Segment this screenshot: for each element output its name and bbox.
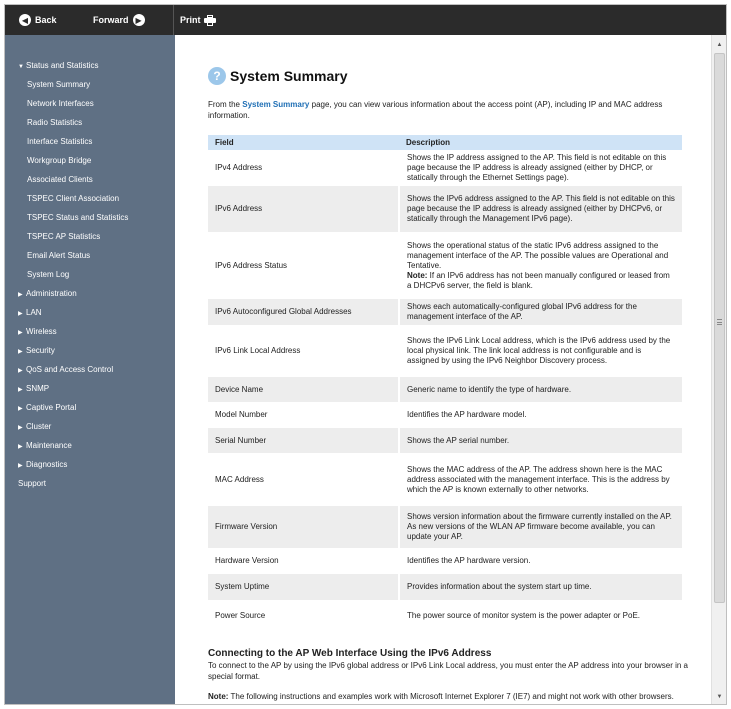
description-cell: Shows the IPv6 address assigned to the AP. This field is not editable on this page because the IP address is already assigned (either by DHCPv6, or statically through the Management IPv6 page). <box>399 186 682 232</box>
column-header-description: Description <box>399 135 682 150</box>
table-row <box>208 428 682 453</box>
field-cell: Model Number <box>208 402 399 428</box>
page-header <box>208 67 348 85</box>
table-row <box>208 548 682 574</box>
description-cell: The power source of monitor system is the power adapter or PoE. <box>399 600 682 631</box>
system-summary-link[interactable]: System Summary <box>242 100 310 109</box>
description-cell: Shows the MAC address of the AP. The address shown here is the MAC address associated with the management interface. This is the address by which the AP is known externally to other networks. <box>399 453 682 506</box>
sidebar-section-administration[interactable]: ▶ Administration <box>5 284 175 303</box>
scroll-up-arrow-icon[interactable]: ▲ <box>716 41 723 48</box>
field-cell: System Uptime <box>208 574 399 600</box>
toolbar-divider <box>173 5 174 35</box>
caret-right-icon: ▶ <box>18 311 23 317</box>
back-arrow-icon: ◀ <box>19 14 31 26</box>
note-label: Note: <box>407 270 428 280</box>
print-label: Print <box>180 15 201 25</box>
table-row <box>208 299 682 325</box>
field-cell: IPv4 Address <box>208 150 399 186</box>
table-row <box>208 600 682 631</box>
field-cell: IPv6 Autoconfigured Global Addresses <box>208 299 399 325</box>
forward-arrow-icon: ▶ <box>133 14 145 26</box>
sidebar-item-tspec-client-association[interactable]: TSPEC Client Association <box>27 194 120 203</box>
caret-right-icon: ▶ <box>18 406 23 412</box>
sidebar-item-associated-clients[interactable]: Associated Clients <box>27 175 93 184</box>
back-label: Back <box>35 15 57 25</box>
main-content <box>175 35 713 705</box>
caret-right-icon: ▶ <box>18 463 23 469</box>
description-cell: Shows each automatically-configured global IPv6 address for the management interface of the AP. <box>399 299 682 325</box>
vertical-scrollbar[interactable] <box>711 35 726 705</box>
sidebar-item-tspec-status-and-statistics[interactable]: TSPEC Status and Statistics <box>27 213 129 222</box>
note-label: Note: <box>208 692 229 701</box>
sidebar-item-system-summary[interactable]: System Summary <box>27 80 91 89</box>
forward-label: Forward <box>93 15 129 25</box>
back-button[interactable] <box>15 5 57 35</box>
caret-right-icon: ▶ <box>18 444 23 450</box>
sidebar-section-security[interactable]: ▶ Security <box>5 341 175 360</box>
sidebar-section-captive-portal[interactable]: ▶ Captive Portal <box>5 398 175 417</box>
table-row <box>208 325 682 377</box>
description-cell: Shows the IP address assigned to the AP. This field is not editable on this page because the IP address is already assigned (either by DHCP, or statically through the Ethernet Settings page). <box>399 150 682 186</box>
sidebar-section-lan[interactable]: ▶ LAN <box>5 303 175 322</box>
sidebar-item-tspec-ap-statistics[interactable]: TSPEC AP Statistics <box>27 232 101 241</box>
description-cell: Shows the AP serial number. <box>399 428 682 453</box>
description-cell: Generic name to identify the type of hardware. <box>399 377 682 402</box>
table-row <box>208 402 682 428</box>
fields-table <box>208 135 682 631</box>
table-row <box>208 150 682 186</box>
description-cell: Provides information about the system start up time. <box>399 574 682 600</box>
scrollbar-thumb[interactable] <box>714 53 725 603</box>
print-button[interactable] <box>180 5 216 35</box>
field-cell: Hardware Version <box>208 548 399 574</box>
caret-down-icon: ▼ <box>18 64 24 70</box>
field-cell: IPv6 Address Status <box>208 232 399 299</box>
sidebar-item-email-alert-status[interactable]: Email Alert Status <box>27 251 91 260</box>
table-row <box>208 232 682 299</box>
help-question-icon: ? <box>208 67 226 85</box>
sidebar-section-maintenance[interactable]: ▶ Maintenance <box>5 436 175 455</box>
sidebar-item-interface-statistics[interactable]: Interface Statistics <box>27 137 93 146</box>
sidebar-section-snmp[interactable]: ▶ SNMP <box>5 379 175 398</box>
caret-right-icon: ▶ <box>18 368 23 374</box>
sidebar-item-radio-statistics[interactable]: Radio Statistics <box>27 118 83 127</box>
field-cell: Power Source <box>208 600 399 631</box>
sidebar-section-cluster[interactable]: ▶ Cluster <box>5 417 175 436</box>
toolbar <box>5 5 726 35</box>
intro-paragraph: From the System Summary page, you can view various information about the access point (AP), including IP and MAC address information. <box>208 100 663 120</box>
ipv6-connect-section <box>208 648 688 702</box>
sidebar-item-workgroup-bridge[interactable]: Workgroup Bridge <box>27 156 92 165</box>
table-row <box>208 186 682 232</box>
sidebar-section-diagnostics[interactable]: ▶ Diagnostics <box>5 455 175 474</box>
forward-button[interactable] <box>93 5 149 35</box>
page-title: System Summary <box>230 68 348 84</box>
sidebar-item-support[interactable]: Support <box>18 479 47 488</box>
table-row <box>208 574 682 600</box>
help-window <box>4 4 727 705</box>
grip-icon <box>717 319 722 325</box>
description-cell: Identifies the AP hardware version. <box>399 548 682 574</box>
caret-right-icon: ▶ <box>18 425 23 431</box>
description-cell: Shows the operational status of the static IPv6 address assigned to the management interface of the AP. The possible values are Operational and Tentative. Note: If an IPv6 address has not been manually configured or leased from a DHCPv6 server, the field is blank. <box>399 232 682 299</box>
sidebar-section-wireless[interactable]: ▶ Wireless <box>5 322 175 341</box>
section-heading: Connecting to the AP Web Interface Using the IPv6 Address <box>208 648 492 659</box>
table-row <box>208 453 682 506</box>
sidebar-section-qos-and-access-control[interactable]: ▶ QoS and Access Control <box>5 360 175 379</box>
section-paragraph: To connect to the AP by using the IPv6 global address or IPv6 Link Local address, you must enter the AP address into your browser in a special format. <box>208 661 688 681</box>
description-cell: Shows version information about the firmware currently installed on the AP. As new versions of the WLAN AP firmware become available, you can update your AP. <box>399 506 682 548</box>
note-paragraph: Note: The following instructions and examples work with Microsoft Internet Explorer 7 (IE7) and might not work with other browsers. <box>208 692 674 701</box>
field-cell: Device Name <box>208 377 399 402</box>
caret-right-icon: ▶ <box>18 349 23 355</box>
field-cell: Firmware Version <box>208 506 399 548</box>
description-cell: Identifies the AP hardware model. <box>399 402 682 428</box>
table-header-row <box>208 135 682 150</box>
sidebar-item-system-log[interactable]: System Log <box>27 270 70 279</box>
caret-right-icon: ▶ <box>18 330 23 336</box>
sidebar-section-status-and-statistics[interactable]: ▼ Status and Statistics <box>5 56 175 75</box>
sidebar-item-network-interfaces[interactable]: Network Interfaces <box>27 99 94 108</box>
printer-icon <box>204 15 216 25</box>
description-cell: Shows the IPv6 Link Local address, which is the IPv6 address used by the local physical link. The link local address is not configurable and is assigned by using the IPv6 Neighbor Discovery process. <box>399 325 682 377</box>
field-cell: IPv6 Link Local Address <box>208 325 399 377</box>
caret-right-icon: ▶ <box>18 292 23 298</box>
scroll-down-arrow-icon[interactable]: ▼ <box>716 693 723 700</box>
field-cell: Serial Number <box>208 428 399 453</box>
sidebar-nav <box>5 35 175 705</box>
table-row <box>208 377 682 402</box>
column-header-field: Field <box>208 135 399 150</box>
table-row <box>208 506 682 548</box>
field-cell: IPv6 Address <box>208 186 399 232</box>
caret-right-icon: ▶ <box>18 387 23 393</box>
field-cell: MAC Address <box>208 453 399 506</box>
